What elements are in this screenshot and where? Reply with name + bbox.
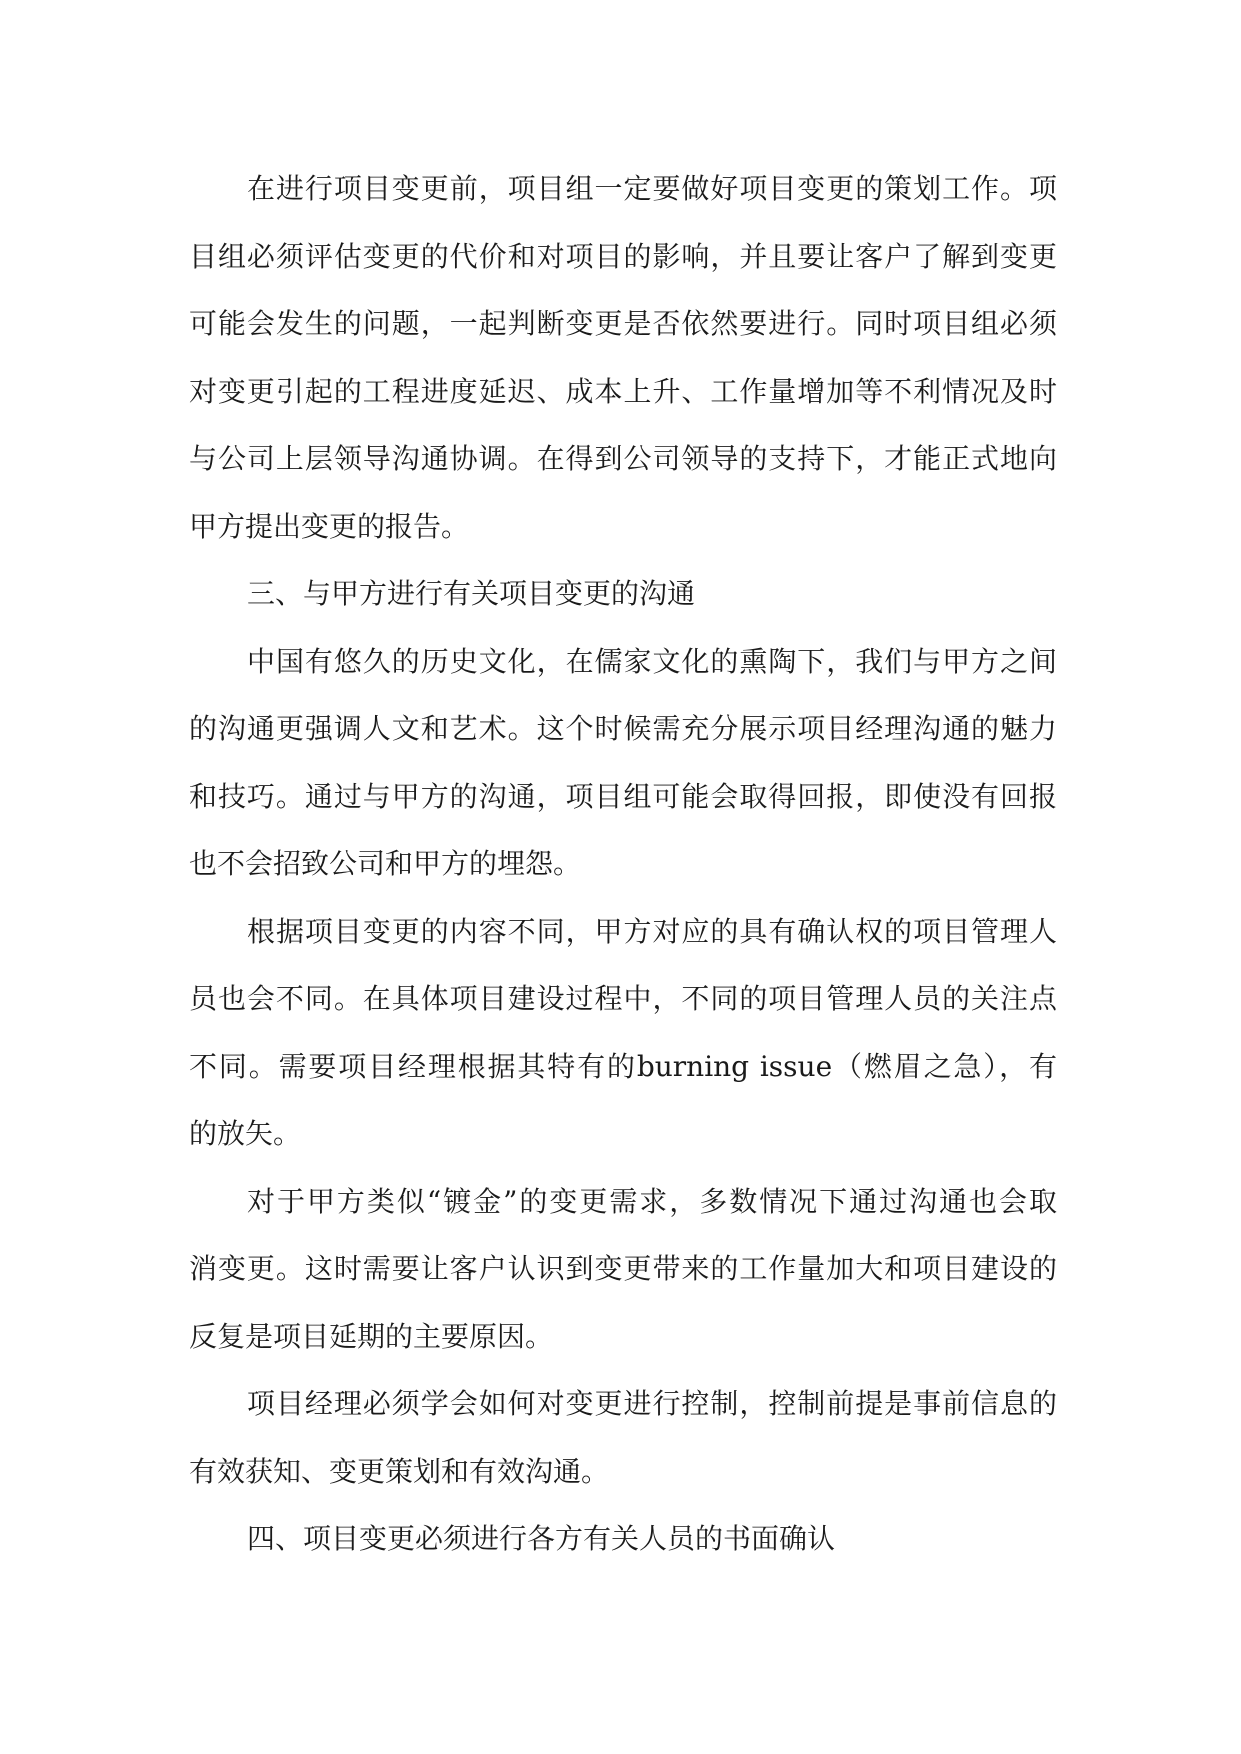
text-line: 消变更。这时需要让客户认识到变更带来的工作量加大和项目建设的: [189, 1252, 1057, 1285]
section-heading-4: [189, 1505, 1057, 1573]
text-line: 对变更引起的工程进度延迟、成本上升、工作量增加等不利情况及时: [189, 374, 1057, 408]
text-line: 的沟通更强调人文和艺术。这个时候需充分展示项目经理沟通的魅力: [189, 712, 1057, 745]
paragraph-gold-plating: [189, 1168, 1057, 1371]
text-line: 与公司上层领导沟通协调。在得到公司领导的支持下，才能正式地向: [189, 442, 1057, 475]
text-line: 中国有悠久的历史文化，在儒家文化的熏陶下，我们与甲方之间: [247, 644, 1057, 678]
paragraph-stakeholders: [189, 898, 1057, 1168]
text-line: 也不会招致公司和甲方的埋怨。: [189, 847, 582, 880]
text-line: 根据项目变更的内容不同，甲方对应的具有确认权的项目管理人: [247, 914, 1057, 948]
text-line: 员也会不同。在具体项目建设过程中，不同的项目管理人员的关注点: [189, 982, 1057, 1015]
heading-text: 三、与甲方进行有关项目变更的沟通: [247, 577, 696, 610]
text-line: 不同。需要项目经理根据其特有的burning issue（燃眉之急），有: [189, 1049, 1057, 1083]
text-line: 对于甲方类似“镀金”的变更需求，多数情况下通过沟通也会取: [247, 1184, 1057, 1218]
text-line: 的放矢。: [189, 1117, 302, 1150]
heading-text: 四、项目变更必须进行各方有关人员的书面确认: [247, 1522, 836, 1555]
paragraph-communication-culture: [189, 628, 1057, 898]
document-page: [189, 155, 1057, 1573]
text-line: 目组必须评估变更的代价和对项目的影响，并且要让客户了解到变更: [189, 239, 1057, 273]
text-line: 可能会发生的问题，一起判断变更是否依然要进行。同时项目组必须: [189, 307, 1057, 340]
text-line: 项目经理必须学会如何对变更进行控制，控制前提是事前信息的: [247, 1387, 1057, 1420]
paragraph-change-planning: [189, 155, 1057, 560]
text-line: 反复是项目延期的主要原因。: [189, 1319, 554, 1353]
text-line: 在进行项目变更前，项目组一定要做好项目变更的策划工作。项: [247, 172, 1057, 205]
text-line: 和技巧。通过与甲方的沟通，项目组可能会取得回报，即使没有回报: [189, 779, 1057, 813]
text-line: 有效获知、变更策划和有效沟通。: [189, 1454, 610, 1488]
text-line: 甲方提出变更的报告。: [189, 509, 470, 543]
paragraph-change-control: [189, 1370, 1057, 1505]
section-heading-3: [189, 560, 1057, 628]
